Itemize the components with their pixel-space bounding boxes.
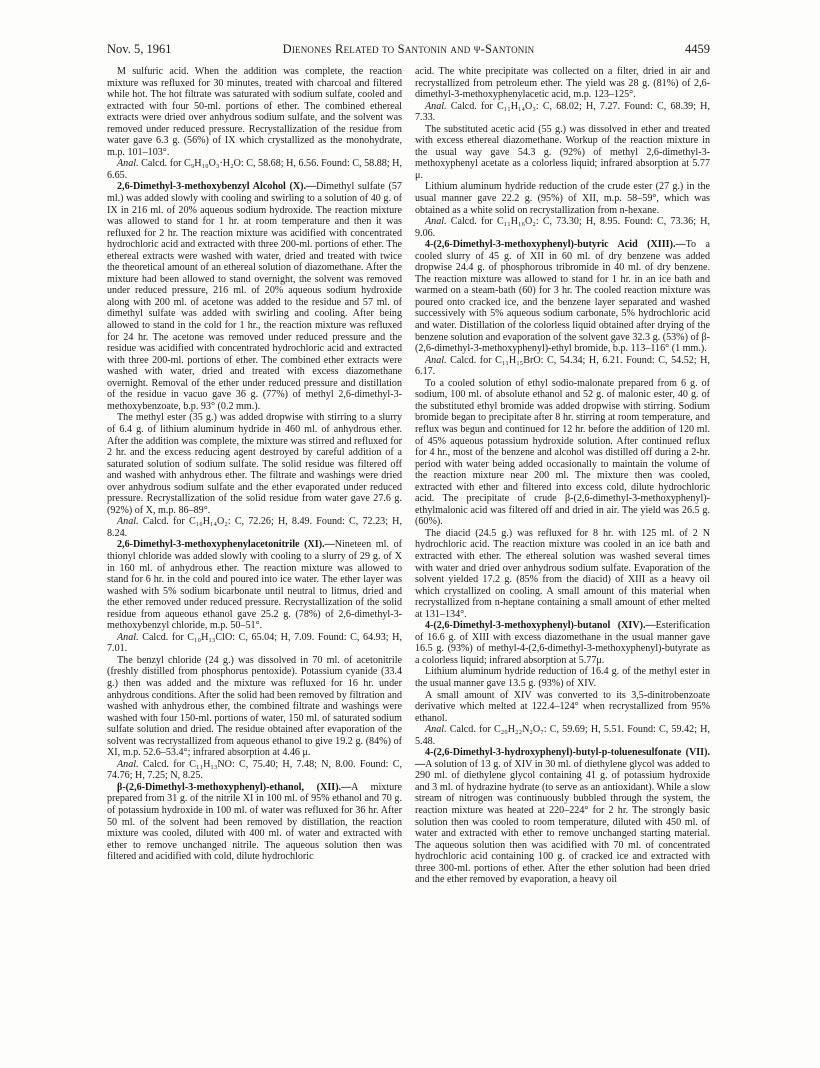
paragraph	[415, 216, 710, 239]
paragraph	[415, 666, 710, 689]
paragraph	[107, 66, 402, 158]
page-number: 4459	[685, 42, 710, 56]
analysis-label: Anal.	[425, 354, 447, 366]
paragraph-text: Calcd. for C₁₁H₁₅BrO: C, 54.34; H, 6.21. Found: C, 54.52; H, 6.17.	[415, 354, 710, 378]
section-heading: 2,6-Dimethyl-3-methoxybenzyl Alcohol (X).—	[117, 181, 317, 193]
paragraph-text: Calcd. for C₁₁H₁₃NO: C, 75.40; H, 7.48; N, 8.00. Found: C, 74.76; H, 7.25; N, 8.25.	[107, 758, 402, 782]
paragraph-text: To a cooled slurry of 45 g. of XII in 60 ml. of dry benzene was added dropwise 24.4 g. of phosphorous tribromide in 40 ml. of dry benzene. The reaction mixture was allowed to stand for 1 hr. in an ice bath and warmed on a steam-bath (60) for 3 hr. The cooled reaction mixture was poured onto cracked ice, and the benzene layer separated and washed successively with 5% aqueous sodium carbonate, 5% hydrochloric acid and water. Distillation of the colorless liquid obtained after drying of the benzene solution and evaporation of the solvent gave 32.3 g. (53%) of β-(2,6-dimethyl-3-methoxyphenyl)-ethyl bromide, b.p. 113–116° (1 mm.).	[415, 239, 710, 355]
right-column	[415, 66, 710, 886]
paragraph-text: acid. The white precipitate was collected on a filter, dried in air and recrystallized from petroleum ether. The yield was 28 g. (81%) of 2,6-dimethyl-3-methoxyphenylacetic acid, m.p. 123–125°.	[415, 66, 710, 101]
paragraph	[107, 655, 402, 759]
paragraph	[415, 101, 710, 124]
paragraph-text: Calcd. for C₁₁H₁₄O₃: C, 68.02; H, 7.27. Found: C, 68.39; H, 7.33.	[415, 100, 710, 124]
analysis-label: Anal.	[425, 724, 447, 736]
paragraph	[415, 181, 710, 216]
paragraph-text: A mixture prepared from 31 g. of the nitrile XI in 100 ml. of 95% ethanol and 70 g. of potassium hydroxide in 100 ml. of water was refluxed for 36 hr. After 50 ml. of the solvent had been removed by distillation, the reaction mixture was cooled, diluted with 400 ml. of water and extracted with ether to remove unchanged nitrile. The aqueous solution then was filtered and acidified with cold, dilute hydrochloric	[107, 781, 402, 863]
paragraph-text: Lithium aluminum hydride reduction of the crude ester (27 g.) in the usual manner gave 22.2 g. (95%) of XII, m.p. 58–59°, which was obtained as a white solid on recrystallization from n-hexane.	[415, 181, 710, 216]
left-column	[107, 66, 402, 863]
paragraph	[415, 690, 710, 725]
analysis-label: Anal.	[117, 516, 139, 528]
paragraph	[107, 516, 402, 539]
analysis-label: Anal.	[117, 758, 139, 770]
paragraph-text: Calcd. for C₂₀H₂₂N₂O₇: C, 59.69; H, 5.51. Found: C, 59.42; H, 5.48.	[415, 724, 710, 747]
paragraph	[107, 759, 402, 782]
analysis-label: Anal.	[117, 158, 139, 170]
header-date: Nov. 5, 1961	[107, 42, 172, 56]
section-heading: 4-(2,6-Dimethyl-3-methoxyphenyl)-butyric Acid (XIII).—	[425, 239, 686, 251]
paragraph-text: Lithium aluminum hydride reduction of 16.4 g. of the methyl ester in the usual manner gave 13.5 g. (93%) of XIV.	[415, 666, 710, 689]
paragraph	[107, 632, 402, 655]
paragraph	[415, 620, 710, 666]
paragraph	[415, 239, 710, 354]
section-heading: β-(2,6-Dimethyl-3-methoxyphenyl)-ethanol, (XII).—	[117, 781, 352, 793]
paragraph-text: To a cooled solution of ethyl sodio-malonate prepared from 6 g. of sodium, 100 ml. of absolute ethanol and 52 g. of malonic ester, 40 g. of the substituted ethyl bromide was added dropwise with stirring. Sodium bromide began to precipitate after 8 hr. stirring at room temperature, and reflux was begun and continued for 12 hr. before the addition of 120 ml. of 45% aqueous potassium hydroxide solution. After continued reflux for 4 hr., most of the benzene and alcohol was distilled off during a 2-hr. period with water being added occasionally to maintain the volume of the reaction mixture near 200 ml. The mixture then was cooled, extracted with ether and filtered into excess cold, dilute hydrochloric acid. The precipitate of crude β-(2,6-dimethyl-3-methoxyphenyl)-ethylmalonic acid was filtered off and dried in air. The yield was 26.5 g. (60%).	[415, 377, 710, 528]
paragraph	[415, 124, 710, 182]
analysis-label: Anal.	[425, 216, 447, 228]
paragraph-text: Calcd. for C₉H₁₀O₃·H₂O: C, 58.68; H, 6.56. Found: C, 58.88; H, 6.65.	[107, 158, 402, 181]
paragraph-text: A solution of 13 g. of XIV in 30 ml. of diethylene glycol was added to 290 ml. of diethylene glycol containing 41 g. of potassium hydroxide and 3 ml. of hydrazine hydrate (to serve as an antioxidant). While a slow stream of nitrogen was continuously bubbled through the system, the reaction mixture was heated at 220–224° for 2 hr. The strongly basic solution then was cooled to room temperature, diluted with 450 ml. of water and extracted with ether to remove unchanged starting material. The aqueous solution then was acidified with 70 ml. of concentrated hydrochloric acid containing 100 g. of cracked ice and extracted with three 300-ml. portions of ether. After the ether solution had been dried and the ether removed by evaporation, a heavy oil	[415, 758, 710, 886]
paragraph-text: The substituted acetic acid (55 g.) was dissolved in ether and treated with excess ethereal diazomethane. Workup of the reaction mixture in the usual way gave 54.3 g. (92%) of methyl 2,6-dimethyl-3-methoxyphenyl acetate as a colorless liquid; infrared absorption at 5.77 μ.	[415, 123, 710, 181]
section-heading: 4-(2,6-Dimethyl-3-methoxyphenyl)-butanol (XIV).—	[425, 620, 656, 632]
paragraph	[415, 66, 710, 101]
paragraph	[415, 724, 710, 747]
paragraph	[415, 747, 710, 886]
paragraph-text: Calcd. for C₁₁H₁₆O₂: C, 73.30; H, 8.95. Found: C, 73.36; H, 9.06.	[415, 216, 710, 239]
paragraph-text: The methyl ester (35 g.) was added dropwise with stirring to a slurry of 6.4 g. of lithium aluminum hydride in 460 ml. of anhydrous ether. After the addition was complete, the mixture was stirred and refluxed for 2 hr. and the excess reducing agent destroyed by careful addition of a saturated solution of sodium sulfate. The solid residue was filtered off and washed with anhydrous ether. The filtrate and washings were dried over anhydrous sodium sulfate and the ether evaporated under reduced pressure. Recrystallization of the solid residue from water gave 27.6 g. (92%) of X, m.p. 86–89°.	[107, 412, 402, 516]
paragraph	[107, 158, 402, 181]
paragraph	[107, 412, 402, 516]
paragraph	[107, 181, 402, 412]
paragraph-text: Esterification of 16.6 g. of XIII with excess diazomethane in the usual manner gave 16.5 g. (93%) of methyl-4-(2,6-dimethyl-3-methoxyphenyl)-butyrate as a colorless liquid; infrared absorption at 5.77μ.	[415, 620, 710, 666]
paragraph	[107, 539, 402, 631]
paragraph	[415, 355, 710, 378]
paragraph-text: Dimethyl sulfate (57 ml.) was added slowly with cooling and swirling to a solution of 40 g. of IX in 216 ml. of 20% aqueous sodium hydroxide. The reaction mixture was allowed to stand for 1 hr. at room temperature and then it was refluxed for 2 hr. The reaction mixture was acidified with concentrated hydrochloric acid and extracted with three 200-ml. portions of ether. The ethereal extracts were washed with water, dried and treated with twice the theoretical amount of an ethereal solution of diazomethane. After the mixture had been allowed to stand overnight, the solvent was removed under reduced pressure, 216 ml. of 20% aqueous sodium hydroxide along with 200 ml. of acetone was added to the residue and 57 ml. of dimethyl sulfate was added with swirling and cooling. After being allowed to stand in the cold for 1 hr., the reaction mixture was refluxed for 24 hr. The acetone was removed under reduced pressure and the residue was acidified with concentrated hydrochloric acid and extracted with three 200-ml. portions of ether. The combined ether extracts were washed with water, dried and treated with excess diazomethane overnight. Removal of the ether under reduced pressure and distillation of the residue in vacuo gave 36 g. (77%) of methyl 2,6-dimethyl-3-methoxybenzoate, b.p. 93° (0.2 mm.).	[107, 181, 402, 412]
paragraph-text: The benzyl chloride (24 g.) was dissolved in 70 ml. of acetonitrile (freshly distilled from phosphorus pentoxide). Potassium cyanide (33.4 g.) then was added and the mixture was refluxed for 16 hr. under anhydrous conditions. After the solid had been removed by filtration and washed with anhydrous ether, the combined filtrate and washings were washed with four 150-ml. portions of water, 150 ml. of saturated sodium sulfate solution and dried. The residue obtained after evaporation of the solvent was recrystallized from aqueous ethanol to give 19.2 g. (84%) of XI, m.p. 52.6–53.4°; infrared absorption at 4.46 μ.	[107, 654, 402, 759]
running-header	[107, 42, 710, 58]
section-heading: 4-(2,6-Dimethyl-3-hydroxyphenyl)-butyl-p-toluenesulfonate (VII).—	[415, 747, 710, 770]
paragraph-text: A small amount of XIV was converted to its 3,5-dinitrobenzoate derivative which melted at 122.4–124° when recrystallized from 95% ethanol.	[415, 689, 710, 724]
paragraph-text: The diacid (24.5 g.) was refluxed for 8 hr. with 125 ml. of 2 N hydrochloric acid. The reaction mixture was cooled in an ice bath and extracted with ether. The ethereal solution was washed several times with water and dried over anhydrous sodium sulfate. Evaporation of the solvent yielded 17.2 g. (85% from the diacid) of XIII as a heavy oil which crystallized on cooling. A small amount of this material when recrystallized from n-heptane containing a small amount of ether melted at 131–134°.	[415, 527, 710, 620]
paragraph-text: M sulfuric acid. When the addition was complete, the reaction mixture was refluxed for 30 minutes, treated with charcoal and filtered while hot. The hot filtrate was saturated with sodium sulfate, cooled and extracted with four 50-ml. portions of ether. The combined ethereal extracts were dried over anhydrous sodium sulfate, and the solvent was removed under reduced pressure. Recrystallization of the residue from water gave 6.3 g. (56%) of IX which crystallized as the monohydrate, m.p. 101–103°.	[107, 66, 402, 158]
paragraph	[415, 378, 710, 528]
paragraph	[415, 528, 710, 620]
paragraph-text: Calcd. for C₁₀H₁₄O₂: C, 72.26; H, 8.49. Found: C, 72.23; H, 8.24.	[107, 516, 402, 539]
section-heading: 2,6-Dimethyl-3-methoxyphenylacetonitrile (XI).—	[117, 539, 335, 551]
paragraph-text: Calcd. for C₁₀H₁₃ClO: C, 65.04; H, 7.09. Found: C, 64.93; H, 7.01.	[107, 631, 402, 655]
analysis-label: Anal.	[425, 100, 447, 112]
header-title: Dienones Related to Santonin and ψ-Santonin	[282, 42, 535, 56]
paragraph	[107, 782, 402, 863]
analysis-label: Anal.	[117, 631, 139, 643]
paragraph-text: Nineteen ml. of thionyl chloride was added slowly with cooling to a slurry of 29 g. of X in 160 ml. of anhydrous ether. The reaction mixture was allowed to stand for 6 hr. in the cold and poured into ice water. The ether layer was washed with 5% sodium bicarbonate until neutral to litmus, dried and the ether removed under reduced pressure. Recrystallization of the solid residue from aqueous ethanol gave 25.2 g. (78%) of 2,6-dimethyl-3-methoxybenzyl chloride, m.p. 50–51°.	[107, 539, 402, 632]
